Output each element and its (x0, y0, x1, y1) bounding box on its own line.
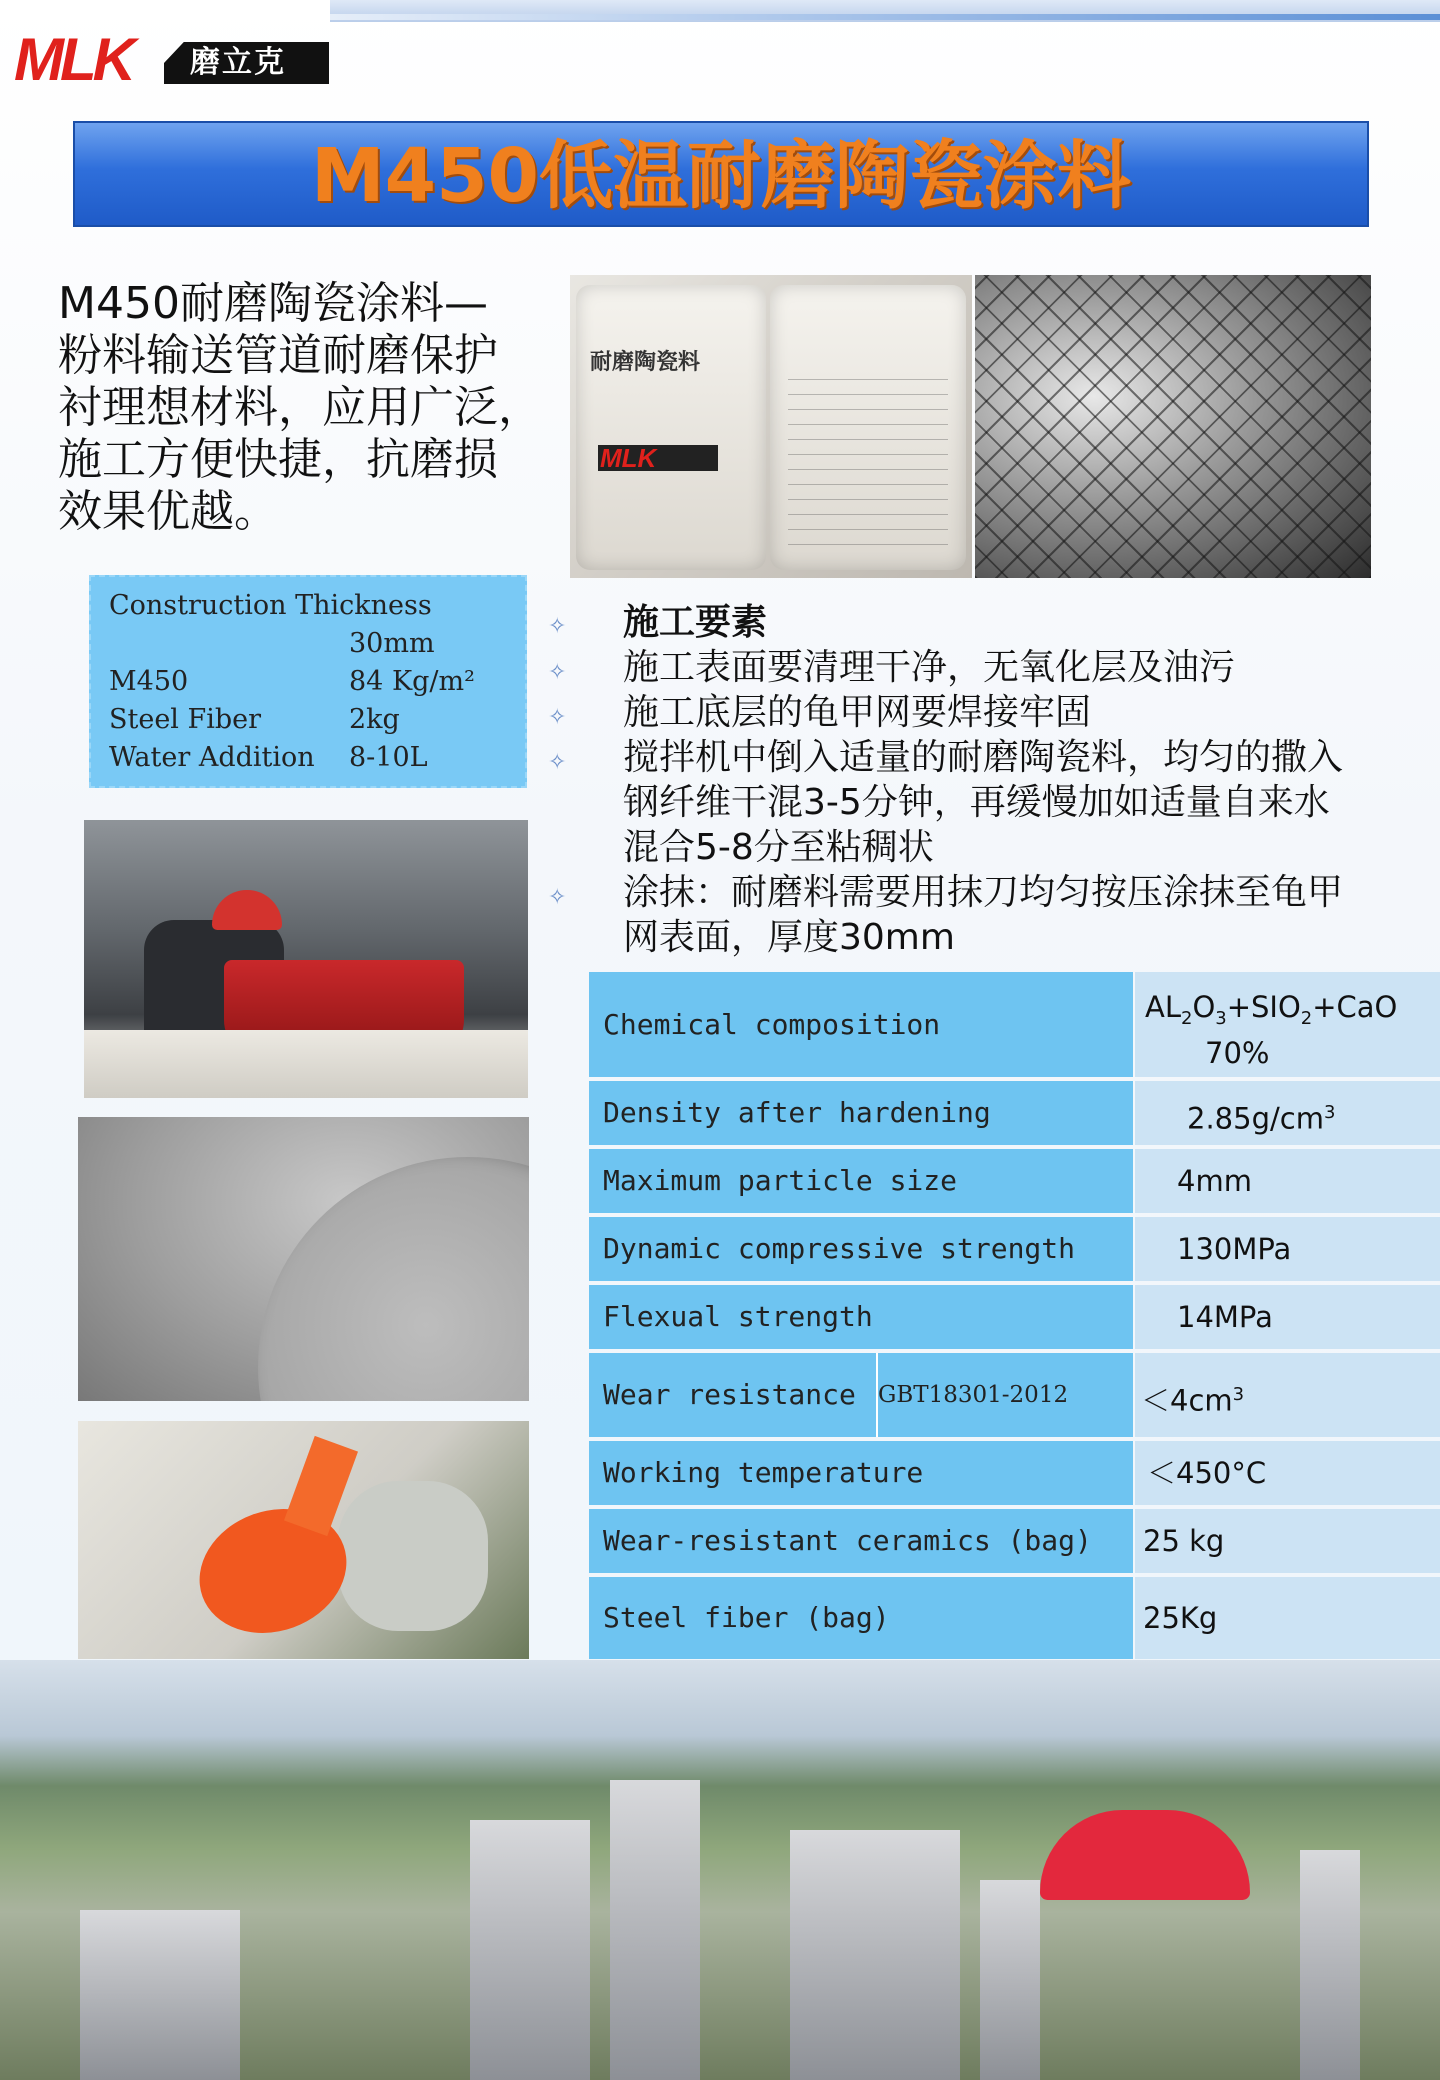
thickness-row (109, 739, 509, 777)
intro-line: 粉料输送管道耐磨保护 (58, 330, 498, 381)
thickness-value: 8-10L (349, 742, 428, 773)
spec-label: Density after hardening (589, 1081, 1133, 1145)
spec-value: 25 kg (1135, 1509, 1440, 1573)
step-line: 涂抹：耐磨料需要用抹刀均匀按压涂抹至龟甲 (623, 872, 1344, 913)
diamond-bullet-icon: ✧ (548, 705, 567, 730)
diamond-bullet-icon: ✧ (548, 614, 567, 639)
step-line: 施工表面要清理干净，无氧化层及油污 (623, 647, 1236, 688)
top-accent-line (330, 14, 1440, 20)
diamond-bullet-icon: ✧ (548, 885, 567, 910)
table-row (589, 1509, 1440, 1573)
worker-mixing-photo (84, 820, 528, 1098)
table-row (589, 972, 1440, 1077)
spec-label: Working temperature (589, 1441, 1133, 1505)
product-bags-photo (570, 275, 972, 578)
spec-label: Maximum particle size (589, 1149, 1133, 1213)
steps-heading: 施工要素 (623, 602, 768, 643)
plant-tower (470, 1820, 590, 2080)
worker-helmet (212, 890, 282, 930)
plant-tower (790, 1830, 960, 2080)
step-line: 搅拌机中倒入适量的耐磨陶瓷料，均匀的撒入 (623, 737, 1344, 778)
diamond-bullet-icon: ✧ (548, 750, 567, 775)
hexagonal-mesh-photo (975, 275, 1371, 578)
thickness-value: 2kg (349, 704, 400, 735)
spec-value: 130MPa (1135, 1217, 1440, 1281)
thickness-row (109, 663, 509, 701)
table-row (589, 1217, 1440, 1281)
step-line: 混合5-8分至粘稠状 (623, 827, 934, 868)
brand-logo (14, 26, 319, 93)
coated-curve (258, 1157, 529, 1401)
spray-bottle-photo (78, 1421, 529, 1659)
thickness-header-value: 30mm (349, 628, 435, 659)
step-line: 钢纤维干混3-5分钟，再缓慢加如适量自来水 (623, 782, 1330, 823)
spec-value: 25Kg (1135, 1577, 1440, 1659)
spec-value: 4mm (1135, 1149, 1440, 1213)
step-line: 网表面，厚度30mm (623, 917, 955, 958)
table-row (589, 1441, 1440, 1505)
thickness-header: Construction Thickness (109, 590, 432, 621)
logo-mark: MLK (14, 26, 132, 93)
title-banner (73, 121, 1369, 227)
diamond-bullet-icon: ✧ (548, 660, 567, 685)
intro-line: 施工方便快捷，抗磨损 (58, 434, 498, 485)
plant-tower (610, 1780, 700, 2080)
spec-value: $2.85g/cm^3$ (1135, 1081, 1440, 1145)
thickness-label: Water Addition (109, 742, 315, 773)
chemical-percent: 70% (1205, 1035, 1270, 1070)
logo-chinese-name: 磨立克 (190, 45, 286, 80)
cement-plant-photo (0, 1660, 1440, 2080)
intro-line: M450耐磨陶瓷涂料— (58, 278, 488, 329)
coated-surface-photo (78, 1117, 529, 1401)
thickness-label: Steel Fiber (109, 704, 262, 735)
intro-line: 衬理想材料，应用广泛， (58, 382, 542, 433)
thickness-value: 84 Kg/m² (349, 666, 475, 697)
spec-label: Dynamic compressive strength (589, 1217, 1133, 1281)
material-bags (84, 1030, 528, 1098)
thickness-row (109, 701, 509, 739)
plant-building (80, 1910, 240, 2080)
thickness-label: M450 (109, 666, 189, 697)
plant-chimney (980, 1880, 1040, 2080)
spec-label: Wear resistance (589, 1353, 876, 1437)
red-storage-dome (1040, 1810, 1250, 1900)
step-line: 施工底层的龟甲网要焊接牢固 (623, 692, 1092, 733)
table-row (589, 1081, 1440, 1145)
table-row (589, 1285, 1440, 1349)
spec-label: Steel fiber (bag) (589, 1577, 1133, 1659)
bag-instructions-text (788, 365, 948, 545)
spec-value: ＜450°C (1135, 1441, 1440, 1505)
bag-back (770, 285, 966, 570)
table-row (589, 1577, 1440, 1659)
table-row (589, 1353, 1440, 1437)
chemical-formula: $AL_2O_3+SIO_2+CaO$ (1145, 990, 1398, 1029)
page-title: M450低温耐磨陶瓷涂料 (310, 133, 1132, 219)
spec-value: 14MPa (1135, 1285, 1440, 1349)
spec-label: Flexual strength (589, 1285, 1133, 1349)
intro-line: 效果优越。 (58, 486, 278, 537)
table-row (589, 1149, 1440, 1213)
plant-chimney (1300, 1850, 1360, 2080)
spec-label: Wear-resistant ceramics (bag) (589, 1509, 1133, 1573)
bag-logo-text: MLK (600, 443, 657, 473)
spec-value (1135, 972, 1440, 1077)
bag-title: 耐磨陶瓷料 (590, 350, 701, 375)
construction-thickness-box (89, 575, 527, 788)
spec-label: Chemical composition (589, 972, 1133, 1077)
spec-standard: GBT18301-2012 (876, 1353, 1133, 1437)
intro-paragraph (58, 278, 573, 538)
spray-bottle (182, 1489, 364, 1653)
spec-value: $<4cm^3$ (1135, 1353, 1440, 1437)
bag-front (576, 285, 766, 570)
gloved-hand (338, 1481, 488, 1631)
